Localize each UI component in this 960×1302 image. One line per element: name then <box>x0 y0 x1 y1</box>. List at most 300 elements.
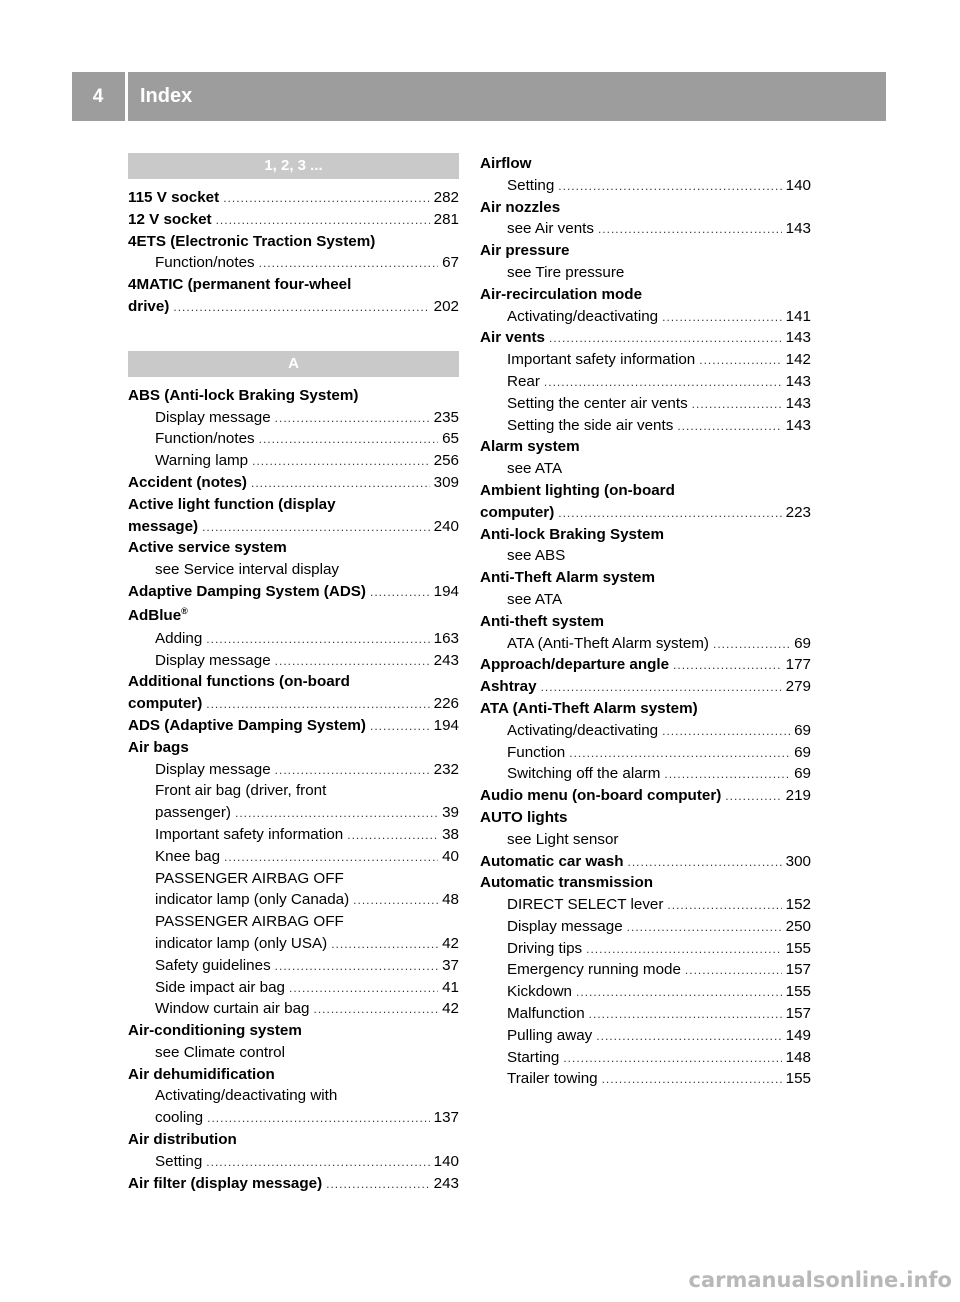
page-reference: 38 <box>442 825 459 843</box>
entry-label: 12 V socket <box>128 210 212 228</box>
index-entry <box>480 284 811 306</box>
entry-label: Automatic transmission <box>480 874 654 892</box>
entry-text <box>155 1151 202 1173</box>
entry-label: Anti-lock Braking System <box>480 525 664 543</box>
page-reference: 256 <box>433 452 459 470</box>
index-subentry <box>480 306 811 328</box>
index-subentry <box>480 349 811 371</box>
index-entry <box>480 327 811 349</box>
index-entry <box>128 603 459 628</box>
entry-label: message) <box>128 517 199 535</box>
dot-leader <box>331 934 438 956</box>
index-subentry <box>128 955 459 977</box>
index-entry <box>480 502 811 524</box>
entry-text <box>480 240 569 262</box>
entry-label: Pulling away <box>507 1026 593 1044</box>
page-reference: 137 <box>433 1109 459 1127</box>
dot-leader <box>353 890 438 912</box>
index-entry <box>480 872 811 894</box>
entry-text <box>480 872 653 894</box>
dot-leader <box>275 408 430 430</box>
page-reference: 232 <box>433 760 459 778</box>
entry-text <box>507 349 695 371</box>
dot-leader <box>251 473 430 495</box>
index-subentry <box>128 1042 459 1064</box>
index-entry <box>128 274 459 296</box>
page-reference: 143 <box>785 394 811 412</box>
dot-leader <box>224 847 438 869</box>
entry-label: indicator lamp (only Canada) <box>155 891 350 909</box>
entry-label: Function <box>507 743 566 761</box>
entry-text <box>507 589 562 611</box>
page-reference: 69 <box>794 721 811 739</box>
entry-text <box>507 262 624 284</box>
entry-label: Automatic car wash <box>480 852 624 870</box>
entry-label: Emergency running mode <box>507 961 681 979</box>
entry-text <box>480 654 669 676</box>
entry-label: Setting <box>155 1152 203 1170</box>
entry-text <box>480 197 560 219</box>
entry-label: Activating/deactivating <box>507 721 659 739</box>
entry-label: 115 V socket <box>128 189 220 206</box>
entry-label: Adding <box>155 629 203 647</box>
index-entry <box>128 1020 459 1042</box>
registered-mark: ® <box>181 605 188 616</box>
index-subentry <box>128 846 459 868</box>
dot-leader <box>275 760 430 782</box>
entry-text <box>155 252 255 274</box>
page-reference: 309 <box>433 473 459 491</box>
index-subentry <box>128 868 459 890</box>
index-entry <box>480 240 811 262</box>
index-subentry <box>128 911 459 933</box>
entry-text <box>480 785 721 807</box>
entry-label: Malfunction <box>507 1005 585 1023</box>
dot-leader <box>347 825 438 847</box>
page-reference: 37 <box>442 956 459 974</box>
entry-text <box>128 516 198 538</box>
index-entry <box>480 698 811 720</box>
index-entry <box>128 537 459 559</box>
entry-label: Switching off the alarm <box>507 765 661 783</box>
entry-label: Ambient lighting (on-board <box>480 481 675 499</box>
section-spacer <box>128 318 459 351</box>
page-reference: 219 <box>785 787 811 805</box>
entry-text <box>155 824 343 846</box>
entry-text <box>128 581 366 603</box>
dot-leader <box>259 429 438 451</box>
entry-text <box>507 458 562 480</box>
index-entry <box>480 480 811 502</box>
index-subentry <box>128 407 459 429</box>
page-reference: 194 <box>433 716 459 734</box>
dot-leader <box>569 743 790 765</box>
index-entry <box>128 472 459 494</box>
page-reference: 143 <box>785 416 811 434</box>
entry-text <box>507 218 594 240</box>
index-entry <box>128 693 459 715</box>
dot-leader <box>549 328 782 350</box>
entry-label: Display message <box>507 917 623 935</box>
dot-leader <box>289 978 438 1000</box>
dot-leader <box>259 253 438 275</box>
dot-leader <box>370 582 430 604</box>
entry-label: Air-recirculation mode <box>480 285 643 303</box>
entry-label: see Tire pressure <box>507 263 625 281</box>
entry-label: Display message <box>155 760 271 778</box>
entry-text <box>155 407 271 429</box>
index-subentry <box>128 252 459 274</box>
index-subentry <box>480 1068 811 1090</box>
entry-text <box>128 494 336 516</box>
dot-leader <box>677 416 781 438</box>
entry-label: see ATA <box>507 460 563 478</box>
dot-leader <box>558 176 781 198</box>
entry-label: computer) <box>480 503 555 521</box>
entry-text <box>155 868 344 890</box>
page-reference: 223 <box>785 503 811 521</box>
entry-text <box>507 415 673 437</box>
index-subentry <box>480 829 811 851</box>
entry-text <box>155 628 202 650</box>
index-subentry <box>128 628 459 650</box>
entry-text <box>507 1003 585 1025</box>
page-reference: 65 <box>442 430 459 448</box>
entry-label: Rear <box>507 372 540 390</box>
entry-text <box>507 742 565 764</box>
header-bar <box>72 72 886 121</box>
page-reference: 143 <box>785 372 811 390</box>
dot-leader <box>662 721 790 743</box>
entry-text <box>128 671 350 693</box>
entry-label: Additional functions (on-board <box>128 673 350 691</box>
dot-leader <box>173 297 429 319</box>
section-heading: 1, 2, 3 ... <box>128 153 459 179</box>
entry-label: Air nozzles <box>480 198 561 216</box>
page-reference: 202 <box>433 297 459 315</box>
entry-label: Air filter (display message) <box>128 1174 323 1192</box>
entry-text <box>507 829 618 851</box>
dot-leader <box>541 677 782 699</box>
entry-label: PASSENGER AIRBAG OFF <box>155 913 344 931</box>
page-reference: 155 <box>785 983 811 1001</box>
index-subentry <box>480 415 811 437</box>
entry-text <box>507 1068 598 1090</box>
page-reference: 39 <box>442 804 459 822</box>
index-subentry <box>480 589 811 611</box>
dot-leader <box>713 634 790 656</box>
entry-text <box>128 1020 302 1042</box>
index-entry <box>480 654 811 676</box>
index-subentry <box>480 1047 811 1069</box>
index-entry <box>128 1173 459 1195</box>
entry-text <box>155 450 248 472</box>
index-subentry <box>128 1151 459 1173</box>
index-entry <box>128 385 459 407</box>
entry-text <box>480 698 698 720</box>
entry-text <box>507 633 709 655</box>
dot-leader <box>664 764 790 786</box>
page-reference: 69 <box>794 634 811 652</box>
entry-text <box>128 274 351 296</box>
entry-label: Air pressure <box>480 242 570 260</box>
entry-text <box>155 759 271 781</box>
dot-leader <box>275 956 438 978</box>
page-reference: 41 <box>442 978 459 996</box>
index-subentry <box>128 428 459 450</box>
dot-leader <box>627 917 782 939</box>
dot-leader <box>326 1174 430 1196</box>
entry-label: Kickdown <box>507 983 572 1001</box>
index-subentry <box>480 742 811 764</box>
index-entry <box>480 524 811 546</box>
entry-label: 4ETS (Electronic Traction System) <box>128 232 376 250</box>
entry-text <box>507 393 688 415</box>
index-subentry <box>480 894 811 916</box>
entry-label: see Air vents <box>507 220 594 238</box>
entry-text <box>480 611 604 633</box>
entry-text <box>128 693 202 715</box>
entry-text <box>128 737 189 759</box>
entry-label: Setting <box>507 176 555 194</box>
dot-leader <box>558 503 781 525</box>
dot-leader <box>216 210 430 232</box>
index-entry <box>480 676 811 698</box>
index-column-left <box>128 153 459 1194</box>
entry-text <box>507 371 540 393</box>
entry-text <box>507 894 663 916</box>
entry-text <box>155 780 326 802</box>
dot-leader <box>275 651 430 673</box>
dot-leader <box>563 1048 781 1070</box>
entry-text <box>155 428 255 450</box>
index-subentry <box>480 981 811 1003</box>
entry-label: see ABS <box>507 547 566 565</box>
page-reference: 69 <box>794 765 811 783</box>
index-subentry <box>128 998 459 1020</box>
index-entry <box>128 737 459 759</box>
page-reference: 143 <box>785 220 811 238</box>
page-reference: 282 <box>433 189 459 206</box>
index-entry <box>128 1064 459 1086</box>
page-reference: 140 <box>785 176 811 194</box>
entry-label: Setting the center air vents <box>507 394 688 412</box>
entry-label: Air dehumidification <box>128 1065 275 1083</box>
entry-label: Approach/departure angle <box>480 656 670 674</box>
entry-label: Adaptive Damping System (ADS) <box>128 582 366 600</box>
index-subentry <box>480 959 811 981</box>
entry-label: ATA (Anti-Theft Alarm system) <box>480 699 698 717</box>
dot-leader <box>544 372 782 394</box>
entry-label: Anti-theft system <box>480 612 605 630</box>
dot-leader <box>692 394 782 416</box>
entry-label: see Light sensor <box>507 830 619 848</box>
dot-leader <box>252 451 430 473</box>
index-subentry <box>480 545 811 567</box>
index-subentry <box>128 933 459 955</box>
dot-leader <box>223 188 429 210</box>
entry-text <box>480 524 664 546</box>
entry-text <box>507 1047 559 1069</box>
entry-text <box>128 385 358 407</box>
index-entry <box>480 436 811 458</box>
entry-label: Alarm system <box>480 438 580 456</box>
entry-text <box>128 1173 322 1195</box>
entry-label: cooling <box>155 1109 204 1127</box>
dot-leader <box>598 219 782 241</box>
dot-leader <box>725 786 781 808</box>
page-reference: 243 <box>433 1174 459 1192</box>
index-subentry <box>480 262 811 284</box>
page-reference: 155 <box>785 1070 811 1088</box>
page-reference: 142 <box>785 351 811 369</box>
index-entry <box>128 187 459 209</box>
page-reference: 69 <box>794 743 811 761</box>
index-entry <box>480 851 811 873</box>
entry-text <box>507 1025 592 1047</box>
page-reference: 140 <box>433 1152 459 1170</box>
entry-label: Safety guidelines <box>155 956 271 974</box>
page-reference: 141 <box>785 307 811 325</box>
entry-label: PASSENGER AIRBAG OFF <box>155 869 344 887</box>
entry-label: Airflow <box>480 155 532 172</box>
page-reference: 152 <box>785 896 811 914</box>
page-reference: 42 <box>442 1000 459 1018</box>
page-reference: 148 <box>785 1048 811 1066</box>
entry-text <box>480 851 623 873</box>
entry-label: 4MATIC (permanent four-wheel <box>128 276 352 294</box>
entry-text <box>155 955 271 977</box>
entry-text <box>128 472 247 494</box>
entry-label: Important safety information <box>155 825 344 843</box>
page-reference: 240 <box>433 517 459 535</box>
index-entry <box>480 197 811 219</box>
section-heading: A <box>128 351 459 377</box>
entry-label: Starting <box>507 1048 560 1066</box>
entry-text <box>507 763 660 785</box>
index-subentry <box>128 889 459 911</box>
entry-label: AdBlue <box>128 606 182 624</box>
dot-leader <box>206 694 429 716</box>
entry-text <box>480 436 580 458</box>
index-subentry <box>480 763 811 785</box>
entry-label: Window curtain air bag <box>155 1000 310 1018</box>
entry-text <box>507 175 554 197</box>
dot-leader <box>370 716 430 738</box>
entry-text <box>480 567 655 589</box>
index-subentry <box>128 1107 459 1129</box>
index-subentry <box>480 393 811 415</box>
dot-leader <box>207 1108 430 1130</box>
index-subentry <box>480 1025 811 1047</box>
entry-label: ATA (Anti-Theft Alarm system) <box>507 634 709 652</box>
page-reference: 281 <box>433 210 459 228</box>
dot-leader <box>685 960 782 982</box>
entry-text <box>480 676 537 698</box>
page-reference: 143 <box>785 329 811 347</box>
entry-label: Function/notes <box>155 430 255 448</box>
entry-text <box>507 981 572 1003</box>
entry-text <box>155 1042 285 1064</box>
entry-label: Accident (notes) <box>128 473 247 491</box>
index-entry <box>128 715 459 737</box>
entry-label: see Service interval display <box>155 561 340 579</box>
page-reference: 157 <box>785 1005 811 1023</box>
entry-text <box>507 938 582 960</box>
dot-leader <box>699 350 781 372</box>
page-reference: 67 <box>442 254 459 272</box>
page-reference: 157 <box>785 961 811 979</box>
index-subentry <box>128 780 459 802</box>
dot-leader <box>673 655 782 677</box>
entry-label: Activating/deactivating with <box>155 1087 338 1105</box>
entry-text <box>155 846 220 868</box>
entry-label: Front air bag (driver, front <box>155 782 327 800</box>
dot-leader <box>206 1152 429 1174</box>
index-subentry <box>128 977 459 999</box>
index-subentry <box>128 759 459 781</box>
index-entry <box>480 153 811 175</box>
index-subentry <box>480 218 811 240</box>
index-entry <box>128 209 459 231</box>
entry-text <box>155 559 339 581</box>
index-subentry <box>480 371 811 393</box>
page-title: Index <box>140 85 193 107</box>
dot-leader <box>576 982 782 1004</box>
page-reference: 149 <box>785 1026 811 1044</box>
entry-label: Active service system <box>128 539 287 557</box>
entry-text <box>128 231 375 253</box>
dot-leader <box>313 999 438 1021</box>
entry-text <box>480 327 545 349</box>
index-entry <box>480 567 811 589</box>
entry-label: AUTO lights <box>480 808 568 826</box>
dot-leader <box>202 517 430 539</box>
index-entry <box>128 494 459 516</box>
dot-leader <box>662 307 782 329</box>
page-reference: 235 <box>433 408 459 426</box>
entry-label: Trailer towing <box>507 1070 598 1088</box>
entry-text <box>507 959 681 981</box>
page-reference: 194 <box>433 582 459 600</box>
page-reference: 177 <box>785 656 811 674</box>
index-subentry <box>480 458 811 480</box>
index-entry <box>480 807 811 829</box>
page-reference: 300 <box>785 852 811 870</box>
index-subentry <box>480 938 811 960</box>
entry-text <box>155 802 231 824</box>
index-entry <box>128 296 459 318</box>
entry-label: Air-conditioning system <box>128 1022 302 1040</box>
entry-text <box>155 911 344 933</box>
entry-label: see ATA <box>507 590 563 608</box>
entry-label: see Climate control <box>155 1043 285 1061</box>
entry-text <box>480 284 642 306</box>
entry-text <box>480 153 531 175</box>
page-reference: 163 <box>433 629 459 647</box>
entry-text <box>480 480 675 502</box>
entry-text <box>128 1064 275 1086</box>
entry-text <box>128 603 188 628</box>
index-entry <box>128 1129 459 1151</box>
entry-text <box>128 209 212 231</box>
index-subentry <box>128 559 459 581</box>
entry-label: ADS (Adaptive Damping System) <box>128 716 366 734</box>
header-divider <box>125 72 128 121</box>
page-reference: 42 <box>442 934 459 952</box>
entry-label: Display message <box>155 408 271 426</box>
entry-label: Air bags <box>128 738 189 756</box>
